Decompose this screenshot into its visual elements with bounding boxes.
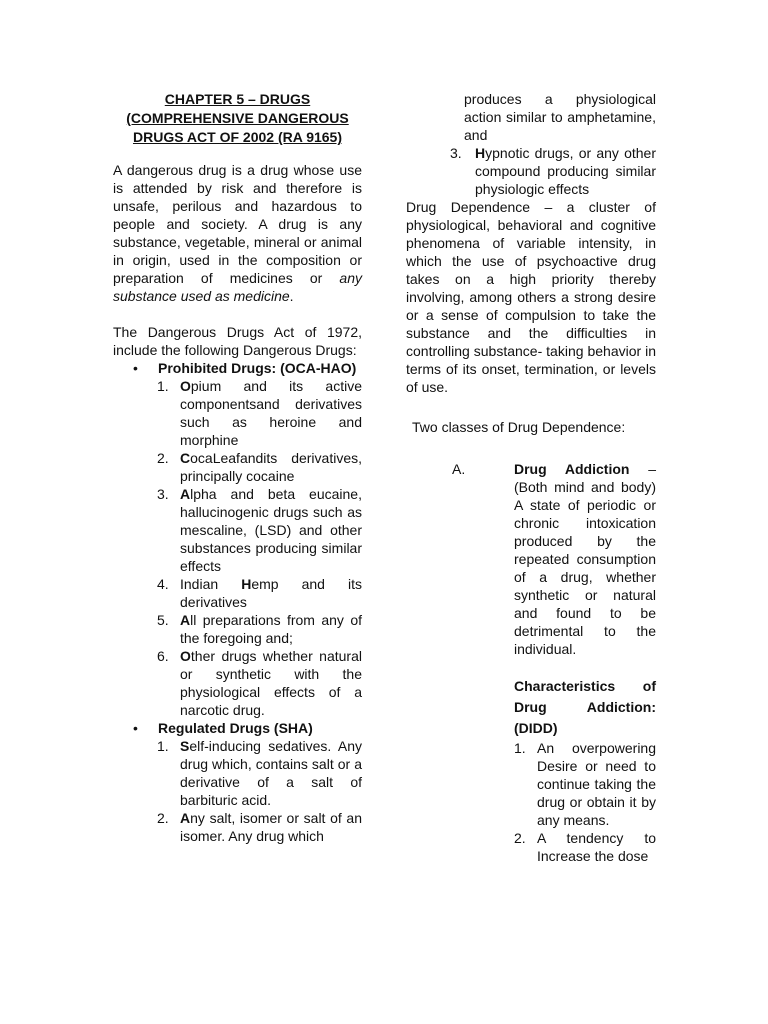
- definition-italic: any substance used as medicine: [113, 270, 362, 304]
- act-intro-paragraph: The Dangerous Drugs Act of 1972, include the following Dangerous Drugs:: [113, 324, 362, 358]
- regulated-drugs-heading: • Regulated Drugs (SHA): [133, 720, 313, 736]
- title-line-3: DRUGS ACT OF 2002 (RA 9165): [132, 129, 342, 145]
- bullet-icon: •: [133, 720, 138, 736]
- title-line-1: CHAPTER 5 – DRUGS: [164, 91, 311, 107]
- prohibited-drugs-heading: • Prohibited Drugs: (OCA-HAO): [133, 360, 357, 376]
- list-item: 2. CocaLeafandits derivatives, principally cocaine: [157, 450, 362, 484]
- class-a-drug-addiction: A. Drug Addiction – (Both mind and body) A state of periodic or chronic intoxication produced by the repeated consumption of a drug, whether synthetic or natural and found to be detrimental to the individual.: [452, 461, 656, 657]
- list-item: 2. Any salt, isomer or salt of an isomer. Any drug which: [157, 810, 362, 844]
- chapter-title: [113, 90, 362, 147]
- continued-list-text: produces a physiological action similar to amphetamine, and: [464, 91, 656, 143]
- regulated-drugs-list: [113, 737, 362, 845]
- bullet-icon: •: [133, 360, 138, 376]
- list-item: 5. All preparations from any of the foregoing and;: [157, 612, 362, 646]
- list-item: 6. Other drugs whether natural or synthetic with the physiological effects of a narcotic drug.: [157, 648, 362, 718]
- left-column: [113, 90, 362, 845]
- prohibited-drugs-list: [113, 377, 362, 719]
- list-item: 4. Indian Hemp and its derivatives: [157, 576, 362, 610]
- characteristics-heading: Characteristics of Drug Addiction: (DIDD): [514, 678, 656, 736]
- drug-addiction-term: Drug Addiction: [514, 461, 630, 477]
- list-item: 1. Self-inducing sedatives. Any drug which, contains salt or a derivative of a salt of barbituric acid.: [157, 738, 362, 808]
- drug-dependence-paragraph: Drug Dependence – a cluster of physiological, behavioral and cognitive phenomena of variable intensity, in which the use of psychoactive drug takes on a high priority thereby involving, among others a strong desire or a sense of compulsion to take the substance and the difficulties in controlling substance- taking behavior in terms of its onset, termination, or levels of use.: [406, 199, 656, 395]
- list-item: 3. Alpha and beta eucaine, hallucinogenic drugs such as mescaline, (LSD) and other substances producing similar effects: [157, 486, 362, 574]
- list-item: 2. A tendency to Increase the dose: [514, 830, 656, 864]
- list-item: 1. An overpowering Desire or need to continue taking the drug or obtain it by any means.: [514, 740, 656, 828]
- two-classes-heading: Two classes of Drug Dependence:: [412, 419, 626, 435]
- dangerous-drug-definition: A dangerous drug is a drug whose use is attended by risk and therefore is unsafe, perilous and hazardous to people and society. A drug is any substance, vegetable, mineral or animal in origin, used in the composition or preparation of medicines or any substance used as medicine.: [113, 162, 362, 304]
- list-item: 3. Hypnotic drugs, or any other compound producing similar physiologic effects: [450, 145, 656, 197]
- right-column: [406, 90, 656, 865]
- list-item: 1. Opium and its active componentsand derivatives such as heroine and morphine: [157, 378, 362, 448]
- title-line-2: (COMPREHENSIVE DANGEROUS: [126, 110, 349, 126]
